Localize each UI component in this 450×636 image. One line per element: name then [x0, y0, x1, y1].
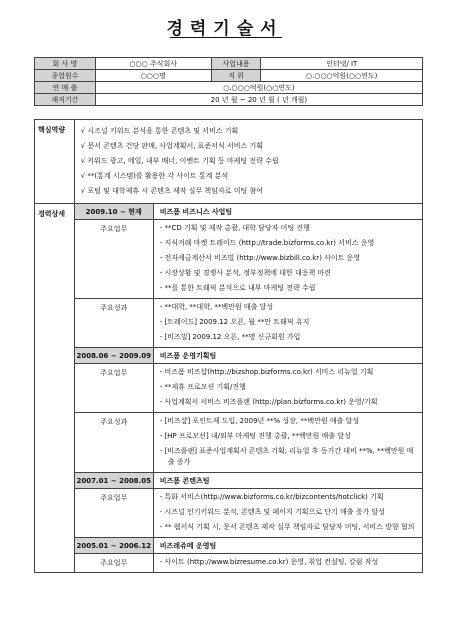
career-sub-label: 주요성과	[74, 299, 153, 348]
core-competency-row	[35, 120, 423, 204]
tenure-label: 재직기간	[35, 94, 96, 106]
career-item: - [비즈샵] 포인트제 도입, 2009년 **% 성장, **백만원 매출 달성	[159, 417, 360, 425]
career-sub-items	[153, 364, 422, 413]
career-item: - 사이트 (http://www.bizresume.co.kr) 운영, 취업 컨설팅, 칼럼 작성	[159, 558, 379, 566]
career-period-row	[35, 348, 423, 364]
position-value: ○.○○○억원(○○연도)	[261, 70, 423, 82]
employees-value: ○○○명	[95, 70, 211, 82]
career-sub-items	[153, 554, 422, 573]
info-row-company	[35, 58, 423, 70]
career-sub-items	[153, 413, 422, 473]
core-item: √ 시즈널 키워드 분석을 통한 콘텐츠 및 서비스 기획	[80, 127, 239, 135]
career-item: - ** 웹서식 기획 시, 문서 콘텐츠 제작 실무 책임자로 담당자 미팅, 서비스 방향 협의	[159, 523, 415, 531]
career-sub-label: 주요업무	[74, 554, 153, 573]
career-item: - 전자세금계산서 비즈빌 (http://www.bizbill.co.kr) 사이트 운영	[159, 254, 361, 262]
revenue-value: ○.○○○억원(○○연도)	[95, 82, 422, 94]
career-sub-row	[35, 554, 423, 573]
company-name-value: ○○○ 주식회사	[95, 58, 211, 70]
career-period: 2008.06 ~ 2009.09	[74, 348, 153, 364]
document-title: 경력기술서	[166, 19, 284, 39]
career-period-row	[35, 538, 423, 554]
career-table	[34, 119, 423, 573]
career-item: - [비즈플랜] 표준사업계획서 콘텐츠 기획, 리뉴얼 후 동기간 대비 **%, **백만원 매출 증가	[159, 447, 414, 466]
career-item: - 사업계획서 서비스 비즈플랜 (http://plan.bizforms.co.kr) 운영/기획	[159, 398, 378, 406]
revenue-label: 연 매 출	[35, 82, 96, 94]
career-item: - 시장상황 및 경쟁사 분석, 정부정책에 대한 대응책 마련	[159, 269, 332, 277]
career-sub-items	[153, 299, 422, 348]
business-label: 사업내용	[211, 58, 261, 70]
company-name-label: 회 사 명	[35, 58, 96, 70]
info-row-employees	[35, 70, 423, 82]
career-sub-label: 주요업무	[74, 364, 153, 413]
core-item: √ 키워드 광고, 메일, 내부 배너, 이벤트 기획 등 마케팅 전략 수립	[80, 157, 279, 165]
career-sub-row	[35, 220, 423, 299]
core-item: √ 문서 콘텐츠 건당 판매, 사업계획서, 표준서식 서비스 기획	[80, 142, 263, 150]
career-item: - 비즈폼 비즈샵(http://bizshop.bizforms.co.kr) 서비스 리뉴얼 기획	[159, 368, 374, 376]
career-team: 비즈폼 콘텐츠팀	[153, 473, 422, 489]
core-item: √ **(통계 시스템)를 활용한 각 사이트 통계 분석	[80, 172, 229, 180]
career-item: - 특화 서비스(http://www.bizforms.co.kr/bizcontents/hotclick) 기획	[159, 493, 384, 501]
career-sub-row	[35, 299, 423, 348]
title-underline	[170, 37, 282, 38]
career-item: - [HP 프로모션] 내/외부 마케팅 진행 총괄, **백만원 매출 달성	[159, 432, 351, 440]
business-value: 인터넷/ IT	[261, 58, 423, 70]
career-period-row	[35, 473, 423, 489]
career-period-row	[35, 204, 423, 220]
career-item: - **를 통한 트래픽 분석으로 내부 마케팅 전략 수립	[159, 284, 316, 292]
career-sub-items	[153, 489, 422, 538]
career-sub-label: 주요성과	[74, 413, 153, 473]
career-sub-label: 주요업무	[74, 489, 153, 538]
career-period: 2009.10 ~ 현재	[74, 204, 153, 220]
career-team: 비즈레쥬메 운영팀	[153, 538, 422, 554]
core-competency-label: 핵심역량	[35, 120, 75, 204]
core-item: √ 포털 및 대학제휴 시 콘텐츠 제작 실무 책임자로 미팅 참여	[80, 187, 263, 195]
career-item: - **대학, **대학, **백만원 매출 달성	[159, 303, 274, 311]
core-competency-list	[75, 120, 422, 203]
career-sub-row	[35, 364, 423, 413]
career-detail-label: 경력상세	[35, 204, 75, 573]
career-item: - **제휴 프로모션 기획/진행	[159, 383, 246, 391]
career-item: - [트레이드] 2009.12 오픈, 월 **만 트래픽 유지	[159, 318, 310, 326]
career-sub-row	[35, 489, 423, 538]
tenure-value: 20 년 월 ~ 20 년 월 ( 년 개월)	[95, 94, 422, 106]
career-team: 비즈폼 운영기획팀	[153, 348, 422, 364]
company-info-table	[34, 57, 423, 106]
career-sub-items	[153, 220, 422, 299]
info-row-revenue	[35, 82, 423, 94]
career-item: - **CD 기획 및 제작 총괄, 대학 담당자 미팅 진행	[159, 224, 310, 232]
career-team: 비즈폼 비즈니스 사업팀	[153, 204, 422, 220]
position-label: 직 위	[211, 70, 261, 82]
info-row-tenure	[35, 94, 423, 106]
career-sub-label: 주요업무	[74, 220, 153, 299]
career-sub-row	[35, 413, 423, 473]
employees-label: 종업원수	[35, 70, 96, 82]
career-period: 2007.01 ~ 2008.05	[74, 473, 153, 489]
career-item: - 지식거래 마켓 트레이드 (http://trade.bizforms.co.kr) 서비스 운영	[159, 239, 375, 247]
career-period: 2005.01 ~ 2006.12	[74, 538, 153, 554]
career-item: - [비즈빌] 2009.12 오픈, **명 신규회원 가입	[159, 333, 301, 341]
career-item: - 시즈널 인기키워드 분석, 콘텐츠 및 페이지 기획으로 단기 매출 증가 달성	[159, 508, 386, 516]
